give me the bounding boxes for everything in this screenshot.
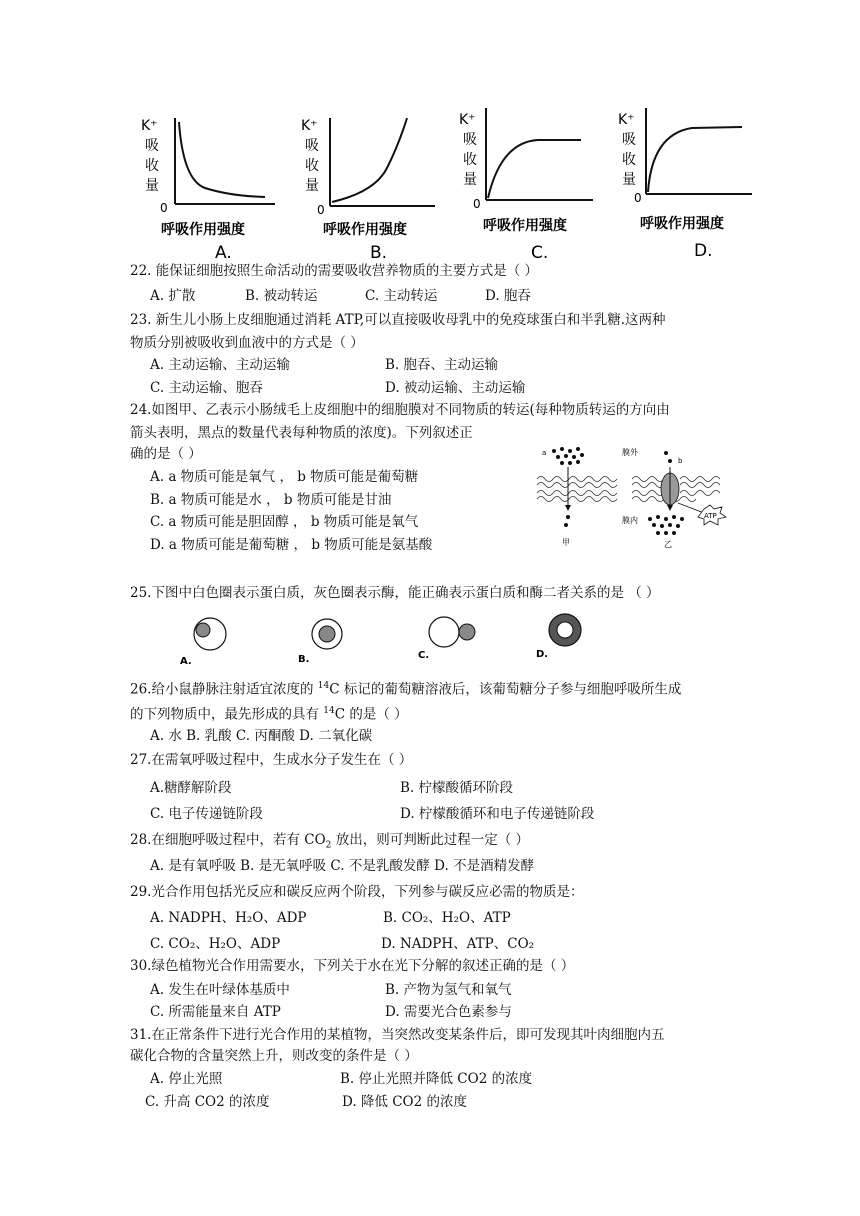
q28-sub: 2 <box>325 840 332 851</box>
graph-a-ylabel-3: 量 <box>145 178 159 194</box>
q29-stem: 29.光合作用包括光反应和碳反应两个阶段，下列参与碳反应必需的物质是： <box>130 884 584 900</box>
jia-outside-dots <box>552 447 584 465</box>
q22-option-b: B. 被动转运 <box>245 288 318 304</box>
graph-c-ylabel-1: 吸 <box>463 132 477 148</box>
graph-a-k-label: K⁺ <box>141 118 158 134</box>
graph-c-k-label: K⁺ <box>459 112 476 128</box>
q23-stem-1: 23. 新生儿小肠上皮细胞通过消耗 ATP,可以直接吸收母乳中的免疫球蛋白和半乳糖.这两种 <box>130 312 666 328</box>
q23-stem-2: 物质分别被吸收到血液中的方式是（ ） <box>130 335 364 351</box>
q26-sup-2: 14 <box>323 706 335 716</box>
graph-c-zero: 0 <box>473 197 481 211</box>
q25-option-d-figure <box>549 614 581 646</box>
graph-b-ylabel-2: 收 <box>305 158 319 174</box>
q26-stem-1 <box>130 678 681 698</box>
q27-stem: 27.在需氧呼吸过程中，生成水分子发生在（ ） <box>130 752 413 768</box>
q28-stem <box>130 832 529 854</box>
yi-label-b: b <box>678 457 683 465</box>
graph-b <box>295 108 445 268</box>
yi-inside-dots <box>648 515 684 535</box>
q27-option-c: C. 电子传递链阶段 <box>150 806 263 822</box>
graph-d-ylabel-3: 量 <box>622 172 636 188</box>
q29-option-d: D. NADPH、ATP、CO₂ <box>381 936 535 952</box>
graph-c <box>453 102 603 264</box>
q24-option-b: B. a 物质可能是水 ， b 物质可能是甘油 <box>150 492 392 508</box>
q23-option-c: C. 主动运输、胞吞 <box>150 380 263 396</box>
q23-option-d: D. 被动运输、主动运输 <box>385 380 526 396</box>
graph-b-letter: B. <box>370 243 388 263</box>
graph-c-ylabel-2: 收 <box>463 152 477 168</box>
inside-label: 膜内 <box>622 516 638 525</box>
q24-stem-3: 确的是（ ） <box>130 446 202 462</box>
q24-option-c: C. a 物质可能是胆固醇 ， b 物质可能是氧气 <box>150 514 419 530</box>
graph-d-xlabel: 呼吸作用强度 <box>640 216 724 232</box>
q23-option-a: A. 主动运输、主动运输 <box>150 357 290 373</box>
graph-a <box>135 108 285 268</box>
q30-option-b: B. 产物为氢气和氧气 <box>385 982 512 998</box>
jia-label: 甲 <box>562 538 570 547</box>
q29-option-b: B. CO₂、H₂O、ATP <box>383 910 511 926</box>
graph-b-ylabel-3: 量 <box>305 178 319 194</box>
q27-option-b: B. 柠檬酸循环阶段 <box>400 780 514 796</box>
graph-a-zero: 0 <box>160 201 168 215</box>
q26-sup-1: 14 <box>317 681 330 691</box>
graph-b-curve <box>332 118 407 202</box>
q24-option-a: A. a 物质可能是氧气 ， b 物质可能是葡萄糖 <box>150 469 419 485</box>
q24-option-d: D. a 物质可能是葡萄糖 ， b 物质可能是氨基酸 <box>150 537 433 553</box>
q22-option-d: D. 胞吞 <box>485 288 531 304</box>
q29-option-a: A. NADPH、H₂O、ADP <box>150 910 307 926</box>
graph-b-k-label: K⁺ <box>301 118 318 134</box>
graph-c-xlabel: 呼吸作用强度 <box>483 218 567 234</box>
q26-stem-1b: C 标记的葡萄糖溶液后，该葡萄糖分子参与细胞呼吸所生成 <box>329 681 682 698</box>
graph-d-letter: D. <box>694 241 713 261</box>
q30-option-c: C. 所需能量来自 ATP <box>150 1004 281 1020</box>
q25-option-a-figure <box>194 618 226 650</box>
graph-a-xlabel: 呼吸作用强度 <box>161 222 245 238</box>
q22-option-c: C. 主动转运 <box>365 288 438 304</box>
q22-option-a: A. 扩散 <box>150 288 196 304</box>
graph-c-letter: C. <box>531 243 549 263</box>
q29-option-c: C. CO₂、H₂O、ADP <box>150 936 281 952</box>
q25-letter-c: C. <box>418 650 430 661</box>
q22-stem: 22. 能保证细胞按照生命活动的需要吸收营养物质的主要方式是（ ） <box>130 263 539 279</box>
q27-option-a: A.糖酵解阶段 <box>150 780 232 796</box>
graph-d-ylabel-2: 收 <box>622 152 636 168</box>
graph-d <box>612 102 762 264</box>
q25-figure <box>170 610 610 670</box>
q28-options: A. 是有氧呼吸 B. 是无氧呼吸 C. 不是乳酸发酵 D. 不是酒精发酵 <box>150 858 535 874</box>
graph-d-ylabel-1: 吸 <box>622 132 636 148</box>
q30-option-d: D. 需要光合色素参与 <box>385 1004 512 1020</box>
q25-option-c-figure <box>429 617 475 647</box>
graph-c-ylabel-3: 量 <box>463 172 477 188</box>
q31-stem-2: 碳化合物的含量突然上升，则改变的条件是（ ） <box>130 1048 418 1064</box>
graph-c-curve <box>488 140 581 198</box>
q25-letter-d: D. <box>536 649 549 660</box>
jia-label-a: a <box>542 449 547 457</box>
q31-option-b: B. 停止光照并降低 CO2 的浓度 <box>340 1071 533 1087</box>
q30-option-a: A. 发生在叶绿体基质中 <box>150 982 290 998</box>
q31-option-d: D. 降低 CO2 的浓度 <box>342 1094 467 1110</box>
graph-a-letter: A. <box>215 243 232 263</box>
atp-label: ATP <box>704 512 717 520</box>
q26-stem-1a: 26.给小鼠静脉注射适宜浓度的 <box>130 681 318 698</box>
q24-stem-2: 箭头表明，黑点的数量代表每种物质的浓度)。下列叙述正 <box>130 425 473 441</box>
q31-option-c: C. 升高 CO2 的浓度 <box>145 1094 270 1110</box>
q26-stem-2 <box>130 703 408 723</box>
q26-options: A. 水 B. 乳酸 C. 丙酮酸 D. 二氧化碳 <box>150 728 373 744</box>
q25-letter-a: A. <box>180 656 192 667</box>
q23-option-b: B. 胞吞、主动运输 <box>385 357 499 373</box>
outside-label: 膜外 <box>622 448 638 457</box>
q28-stem-a: 28.在细胞呼吸过程中，若有 CO <box>130 832 326 848</box>
graph-d-zero: 0 <box>634 191 642 205</box>
graph-d-curve <box>648 127 742 192</box>
q25-stem: 25.下图中白色圈表示蛋白质，灰色圈表示酶，能正确表示蛋白质和酶二者关系的是 （ ） <box>130 585 660 601</box>
graph-a-ylabel-2: 收 <box>145 158 159 174</box>
q26-stem-2b: C 的是（ ） <box>334 706 408 723</box>
graph-d-k-label: K⁺ <box>618 112 635 128</box>
graph-b-zero: 0 <box>317 203 325 217</box>
graph-a-ylabel-1: 吸 <box>145 138 159 154</box>
q25-option-b-figure <box>312 619 342 649</box>
yi-label: 乙 <box>664 540 672 549</box>
q27-option-d: D. 柠檬酸循环和电子传递链阶段 <box>400 806 595 822</box>
q28-stem-b: 放出，则可判断此过程一定（ ） <box>331 832 529 848</box>
graph-b-xlabel: 呼吸作用强度 <box>323 222 407 238</box>
q24-stem-1: 24.如图甲、乙表示小肠绒毛上皮细胞中的细胞膜对不同物质的转运(每种物质转运的方向由 <box>130 402 670 418</box>
q30-stem: 30.绿色植物光合作用需要水，下列关于水在光下分解的叙述正确的是（ ） <box>130 958 575 974</box>
membrane-transport-figure <box>532 443 742 553</box>
q31-option-a: A. 停止光照 <box>150 1071 223 1087</box>
graph-a-curve <box>179 122 265 197</box>
q26-stem-2a: 的下列物质中，最先形成的具有 <box>130 706 324 723</box>
q25-letter-b: B. <box>298 654 310 665</box>
graph-b-ylabel-1: 吸 <box>305 138 319 154</box>
jia-membrane <box>537 477 617 502</box>
q31-stem-1: 31.在正常条件下进行光合作用的某植物，当突然改变某条件后，即可发现其叶肉细胞内五 <box>130 1027 665 1043</box>
